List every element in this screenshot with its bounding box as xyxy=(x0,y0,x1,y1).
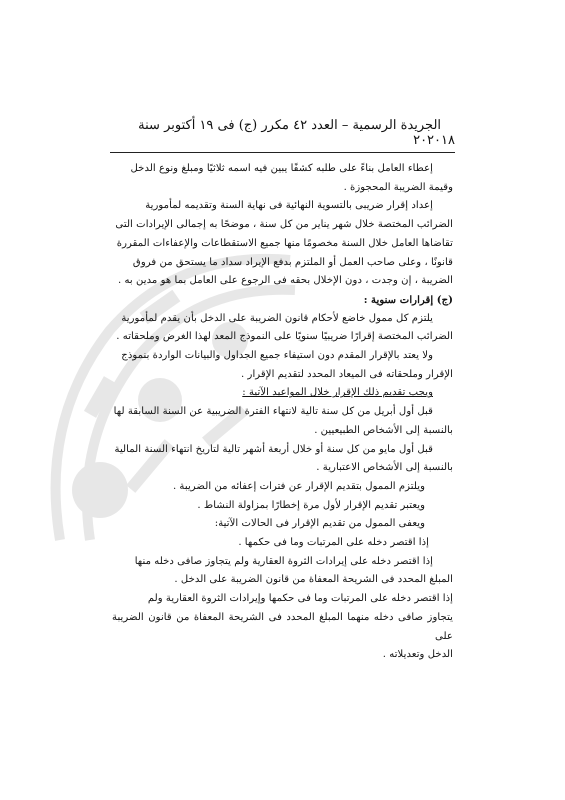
body-line: ويجب تقديم ذلك الإقرار خلال المواعيد الآتية : xyxy=(242,387,433,399)
page-number: ١٨ xyxy=(441,133,455,148)
body-line: الضرائب المختصة خلال شهر يناير من كل سنة ، موضحًا به إجمالى الإيرادات التى xyxy=(115,219,453,231)
body-line: قانونًا ، وعلى صاحب العمل أو الملتزم بدفع الإيراد سداد ما يستحق من فروق xyxy=(132,256,453,268)
section-heading: (ج) إقرارات سنوية : xyxy=(363,293,453,306)
body-line: يتجاوز صافى دخله منهما المبلغ المحدد فى الشريحة المعفاة من قانون الضريبة على xyxy=(112,611,453,642)
body-line: إذا اقتصر دخله على إيرادات الثروة العقارية ولم يتجاوز صافى دخله منها xyxy=(134,555,433,567)
body-line: الضريبة ، إن وجدت ، دون الإخلال بحقه فى الرجوع على العامل بما هو مدين به . xyxy=(117,275,453,287)
body-line: ويعتبر تقديم الإقرار لأول مرة إخطارًا بمزاولة النشاط . xyxy=(197,499,425,511)
journal-title: الجريدة الرسمية – العدد ٤٢ مكرر (ج) فى ١٩ أكتوبر سنة ٢٠٢٠ xyxy=(138,118,442,148)
body-line: المبلغ المحدد فى الشريحة المعفاة من قانون الضريبة على الدخل . xyxy=(174,574,453,586)
body-line: قبل أول مايو من كل سنة أو خلال أربعة أشهر تالية لتاريخ انتهاء السنة المالية xyxy=(114,443,433,455)
body-line: الإقرار وملحقاته فى الميعاد المحدد لتقديم الإقرار . xyxy=(241,368,453,380)
body-line: إعطاء العامل بناءً على طلبه كشفًا يبين فيه اسمه ثلاثيًا ومبلغ ونوع الدخل xyxy=(130,163,433,174)
body-line: إعداد إقرار ضريبى بالتسوية النهائية فى نهاية السنة وتقديمه لمأمورية xyxy=(145,200,433,212)
body-line: يلتزم كل ممول خاضع لأحكام قانون الضريبة على الدخل بأن يقدم لمأمورية xyxy=(121,312,433,324)
header-divider xyxy=(110,152,455,153)
body-line: ولا يعتد بالإقرار المقدم دون استيفاء جميع الجداول والبيانات الواردة بنموذج xyxy=(121,350,433,362)
body-line: بالنسبة إلى الأشخاص الطبيعيين . xyxy=(314,424,453,436)
page-header xyxy=(110,118,455,148)
body-line: ويلتزم الممول بتقديم الإقرار عن فترات إعفائه من الضريبة . xyxy=(172,480,425,492)
body-line: الدخل وتعديلاته . xyxy=(382,649,453,661)
body-line: وقيمة الضريبة المحجوزة . xyxy=(343,181,453,193)
document-body xyxy=(112,160,453,665)
body-line: إذا اقتصر دخله على المرتبات وما فى حكمها وإيرادات الثروة العقارية ولم xyxy=(147,593,453,605)
body-line: تقاضاها العامل خلال السنة مخصومًا منها جميع الاستقطاعات والإعفاءات المقررة xyxy=(116,237,453,249)
body-line: قبل أول أبريل من كل سنة تالية لانتهاء الفترة الضريبية عن السنة السابقة لها xyxy=(113,406,433,418)
body-line: إذا اقتصر دخله على المرتبات وما فى حكمها . xyxy=(238,537,429,549)
body-line: ويعفى الممول من تقديم الإقرار فى الحالات الآتية: xyxy=(214,518,425,530)
body-line: بالنسبة إلى الأشخاص الاعتبارية . xyxy=(316,462,453,474)
body-line: الضرائب المختصة إقرارًا ضريبيًا سنويًا على النموذج المعد لهذا الغرض وملحقاته . xyxy=(116,331,453,343)
